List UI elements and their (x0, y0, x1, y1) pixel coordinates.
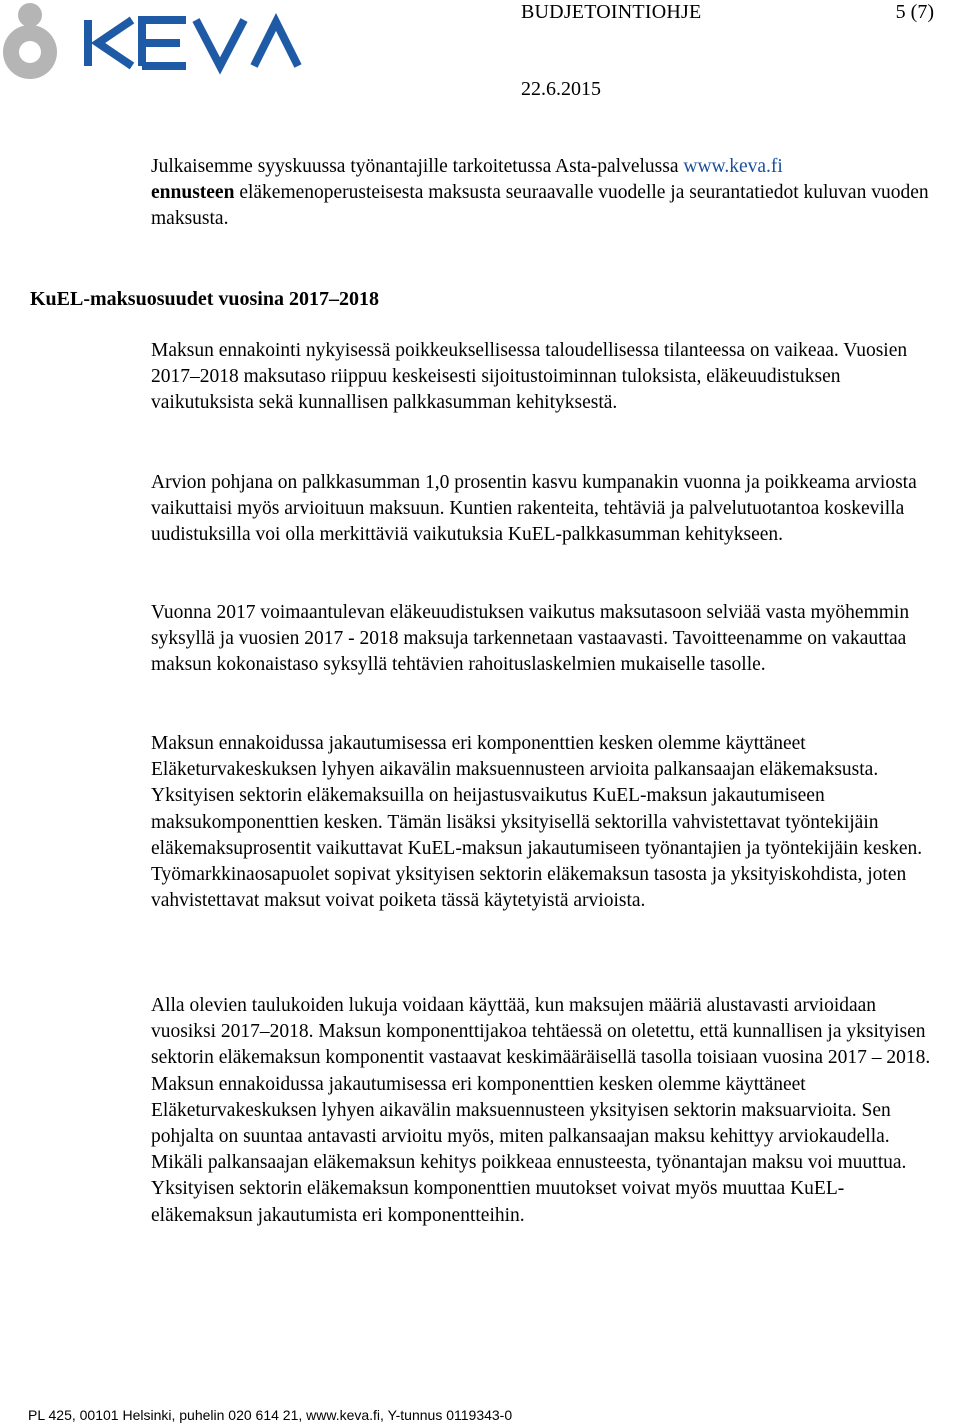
body-paragraph: Vuonna 2017 voimaantulevan eläkeuudistuksen vaikutus maksutasoon selviää vasta myöhemmin syksyllä ja vuosien 2017 - 2018 maksuja tarkennetaan vastaavasti. Tavoitteenamme on vakauttaa maksun kokonaistaso syksyllä tehtävien rahoituslaskelmien mukaiselle tasolle. (151, 602, 910, 676)
body-paragraph: Alla olevien taulukoiden lukuja voidaan käyttää, kun maksujen määriä alustavasti arvioidaan vuosiksi 2017–2018. Maksun komponenttijakoa tehtäessä on oletettu, että kunnallisen ja yksityisen sektorin eläkemaksun komponentit vastaavat keskimääräisellä tasolla toisiaan vuosina 2017 – 2018. Maksun ennakoidussa jakautumisessa eri komponenttien kesken olemme käyttäneet Eläketurvakeskuksen lyhyen aikavälin maksuennusteen yksityisen sektorin maksuarvioita. Sen pohjalta on suuntaa antavasti arvioitu myös, miten palkansaajan maksu kehittyy arviokaudella. Mikäli palkansaajan eläkemaksun kehitys poikkeaa ennusteesta, työnantajan maksu voi muuttua. Yksityisen sektorin eläkemaksun komponenttien muutokset voivat myös muuttaa KuEL-eläkemaksun jakautumista eri komponentteihin. (151, 995, 931, 1226)
intro-text-rest: eläkemenoperusteisesta maksusta seuraavalle vuodelle ja seurantatiedot kuluvan vuoden maksusta. (151, 182, 929, 230)
document-date: 22.6.2015 (521, 78, 601, 100)
body-paragraph: Arvion pohjana on palkkasumman 1,0 prosentin kasvu kumpanakin vuonna ja poikkeama arviosta vaikuttaisi myös arvioituun maksuun. Kuntien rakenteita, tehtäviä ja palvelutuotantoa koskevilla uudistuksilla voi olla merkittäviä vaikutuksia KuEL-palkkasumman kehitykseen. (151, 472, 917, 546)
page-number: 5 (7) (895, 1, 934, 23)
keva-link[interactable]: www.keva.fi (683, 156, 783, 177)
section-heading: KuEL-maksuosuudet vuosina 2017–2018 (30, 288, 379, 310)
body-paragraph: Maksun ennakoidussa jakautumisessa eri komponenttien kesken olemme käyttäneet Eläketurvakeskuksen lyhyen aikavälin maksuennusteen arvioita palkansaajan eläkemaksusta. Yksityisen sektorin eläkemaksuilla on heijastusvaikutus KuEL-maksun jakautumiseen maksukomponenttien kesken. Tämän lisäksi yksityisellä sektorilla vahvistettavat työntekijäin eläkemaksuprosentit vaikuttavat KuEL-maksun jakautumiseen työnantajien ja työntekijäin kesken. Työmarkkinaosapuolet sopivat yksityisen sektorin eläkemaksun tasosta ja yksityiskohdista, joten vahvistettavat maksut voivat poiketa tässä käytetyistä arvioista. (151, 733, 923, 912)
page-footer: PL 425, 00101 Helsinki, puhelin 020 614 21, www.keva.fi, Y-tunnus 0119343-0 (28, 1407, 513, 1423)
keva-logo-wordmark (88, 20, 298, 66)
intro-text: Julkaisemme syyskuussa työnantajille tarkoitetussa Asta-palvelussa (151, 156, 684, 177)
keva-logo (0, 0, 320, 80)
document-type: BUDJETOINTIOHJE (521, 1, 702, 23)
keva-logo-mark-icon (3, 3, 57, 79)
intro-paragraph (151, 154, 941, 233)
body-paragraph: Maksun ennakointi nykyisessä poikkeuksellisessa taloudellisessa tilanteessa on vaikeaa. Vuosien 2017–2018 maksutaso riippuu keskeisesti sijoitustoiminnan tuloksista, eläkeuudistuksen vaikutuksista sekä kunnallisen palkkasumman kehityksestä. (151, 340, 908, 414)
intro-bold-word: ennusteen (151, 182, 235, 204)
